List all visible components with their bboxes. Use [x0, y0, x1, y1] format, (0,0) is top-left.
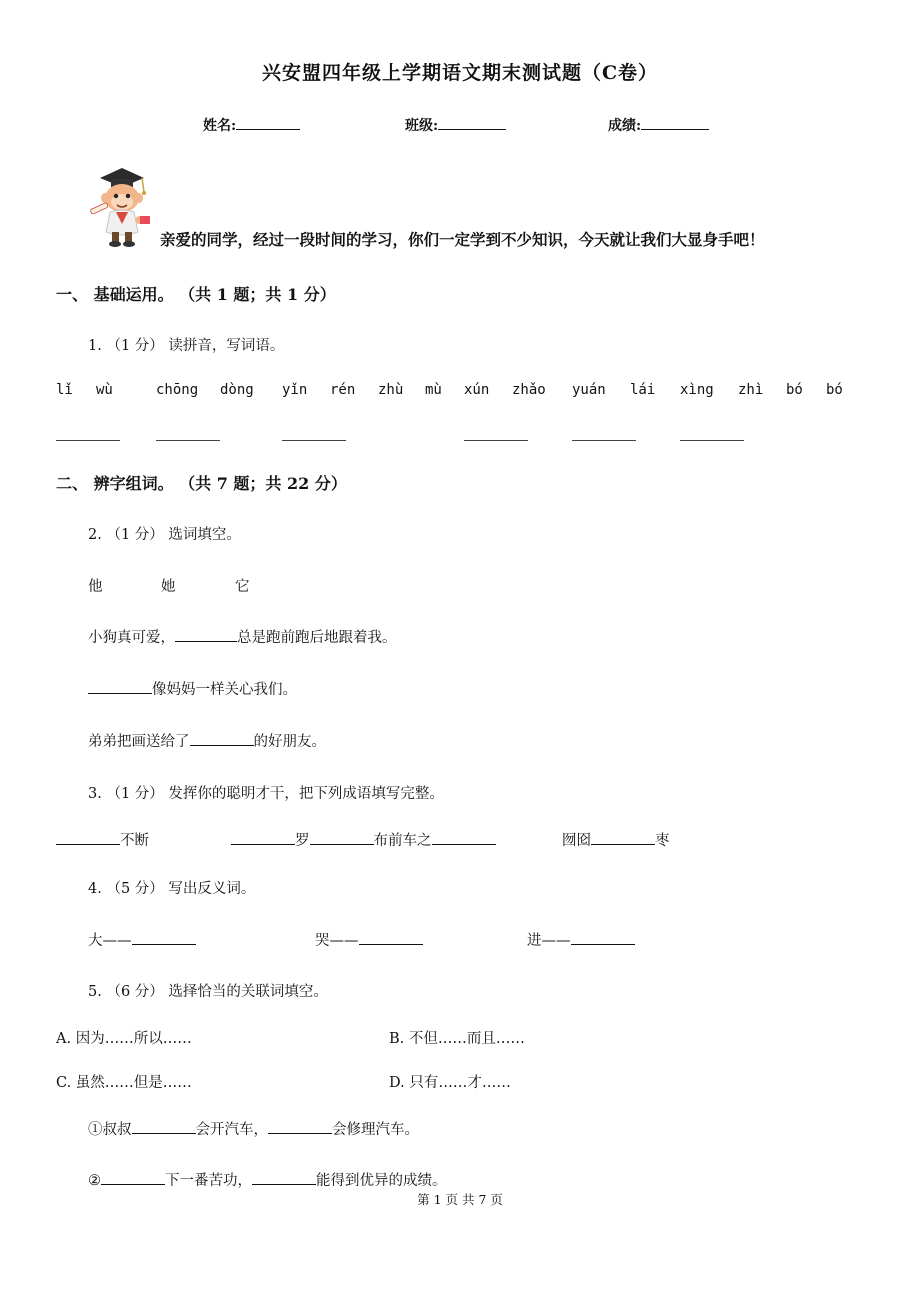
- answer-blank[interactable]: [572, 440, 636, 441]
- option-a: A. 因为……所以……: [56, 1031, 192, 1047]
- idiom-text: 不断: [120, 833, 149, 849]
- option-c: C. 虽然……但是……: [56, 1075, 192, 1091]
- pinyin-syllable: bó: [786, 382, 803, 398]
- student-mascot-icon: [86, 162, 152, 248]
- pinyin-syllable: lǐ: [56, 382, 73, 398]
- sentence-text: 能得到优异的成绩。: [316, 1173, 447, 1189]
- pinyin-syllable: wù: [96, 382, 113, 398]
- answer-blank[interactable]: [132, 1119, 196, 1134]
- class-field[interactable]: [405, 115, 506, 135]
- question-5: 5. （6 分） 选择恰当的关联词填空。: [88, 984, 328, 1000]
- answer-blank[interactable]: [175, 627, 237, 642]
- pinyin-syllable: yuán: [572, 382, 606, 398]
- page-title: 兴安盟四年级上学期语文期末测试题（C卷）: [261, 62, 659, 84]
- class-label: 班级:: [405, 118, 439, 134]
- q5-sentence-2: [88, 1169, 447, 1190]
- word-choice: 她: [161, 579, 176, 595]
- antonym-item: [88, 929, 196, 950]
- pinyin-syllable: zhì: [738, 382, 764, 398]
- answer-blank[interactable]: [190, 731, 254, 746]
- word-choice: 它: [235, 579, 250, 595]
- pinyin-syllable: zhù: [378, 382, 404, 398]
- pinyin-syllable: xìng: [680, 382, 714, 398]
- pinyin-syllable: xún: [464, 382, 490, 398]
- answer-blank[interactable]: [432, 830, 496, 845]
- antonym-item: [315, 929, 423, 950]
- answer-blank[interactable]: [156, 440, 220, 441]
- name-field[interactable]: [203, 115, 300, 135]
- sentence-text: 会开汽车，: [195, 1122, 268, 1138]
- answer-blank[interactable]: [571, 930, 635, 945]
- pinyin-syllable: dòng: [220, 382, 254, 398]
- sentence-text: 总是跑前跑后地跟着我。: [237, 630, 397, 646]
- class-blank[interactable]: [438, 115, 506, 130]
- answer-blank[interactable]: [56, 440, 120, 441]
- idiom-text: 枣: [655, 833, 670, 849]
- idiom-text: 罗: [295, 833, 310, 849]
- sentence-text: ①叔叔: [88, 1122, 132, 1138]
- pinyin-syllable: bó: [826, 382, 843, 398]
- page-footer: 第 1 页 共 7 页: [417, 1192, 503, 1207]
- antonym-word: 哭——: [315, 933, 359, 949]
- answer-blank[interactable]: [680, 440, 744, 441]
- sentence-text: 像妈妈一样关心我们。: [152, 682, 297, 698]
- section-2-heading: 二、 辨字组词。 （共 7 题；共 22 分）: [56, 474, 347, 493]
- section-1-heading: 一、 基础运用。 （共 1 题；共 1 分）: [56, 285, 336, 304]
- pinyin-syllable: mù: [425, 382, 442, 398]
- sentence-text: ②: [88, 1173, 101, 1189]
- idiom-text: 囫囵: [562, 833, 591, 849]
- word-choice: 他: [88, 579, 103, 595]
- answer-blank[interactable]: [591, 830, 655, 845]
- q2-sentence-3: [88, 730, 326, 751]
- idiom-3: [562, 829, 670, 850]
- sentence-text: 小狗真可爱，: [88, 630, 175, 646]
- answer-blank[interactable]: [464, 440, 528, 441]
- pinyin-syllable: yǐn: [282, 382, 308, 398]
- answer-blank[interactable]: [88, 679, 152, 694]
- name-blank[interactable]: [236, 115, 300, 130]
- antonym-item: [527, 929, 635, 950]
- score-blank[interactable]: [641, 115, 709, 130]
- option-b: B. 不但……而且……: [389, 1031, 525, 1047]
- sentence-text: 下一番苦功，: [165, 1173, 252, 1189]
- answer-blank[interactable]: [252, 1170, 316, 1185]
- sentence-text: 会修理汽车。: [332, 1122, 419, 1138]
- pinyin-syllable: rén: [330, 382, 356, 398]
- score-label: 成绩:: [608, 118, 642, 134]
- idiom-text: 布前车之: [373, 833, 432, 849]
- antonym-word: 大——: [88, 933, 132, 949]
- answer-blank[interactable]: [56, 830, 120, 845]
- answer-blank[interactable]: [359, 930, 423, 945]
- q2-sentence-1: [88, 626, 397, 647]
- answer-blank[interactable]: [132, 930, 196, 945]
- answer-blank[interactable]: [268, 1119, 332, 1134]
- question-3: 3. （1 分） 发挥你的聪明才干，把下列成语填写完整。: [88, 786, 444, 802]
- question-4: 4. （5 分） 写出反义词。: [88, 881, 256, 897]
- pinyin-syllable: zhǎo: [512, 382, 546, 398]
- answer-blank[interactable]: [310, 830, 374, 845]
- idiom-2: [231, 829, 496, 850]
- idiom-1: [56, 829, 149, 850]
- answer-blank[interactable]: [101, 1170, 165, 1185]
- answer-blank[interactable]: [231, 830, 295, 845]
- pinyin-syllable: lái: [630, 382, 656, 398]
- score-field[interactable]: [608, 115, 709, 135]
- antonym-word: 进——: [527, 933, 571, 949]
- q5-sentence-1: [88, 1118, 419, 1139]
- q2-sentence-2: [88, 678, 297, 699]
- name-label: 姓名:: [203, 118, 237, 134]
- answer-blank[interactable]: [282, 440, 346, 441]
- option-d: D. 只有……才……: [389, 1075, 511, 1091]
- question-1: 1. （1 分） 读拼音，写词语。: [88, 338, 285, 354]
- greeting-text: 亲爱的同学，经过一段时间的学习，你们一定学到不少知识，今天就让我们大显身手吧！: [160, 231, 765, 249]
- sentence-text: 的好朋友。: [253, 734, 326, 750]
- question-2: 2. （1 分） 选词填空。: [88, 527, 241, 543]
- sentence-text: 弟弟把画送给了: [88, 734, 190, 750]
- pinyin-syllable: chōng: [156, 382, 199, 398]
